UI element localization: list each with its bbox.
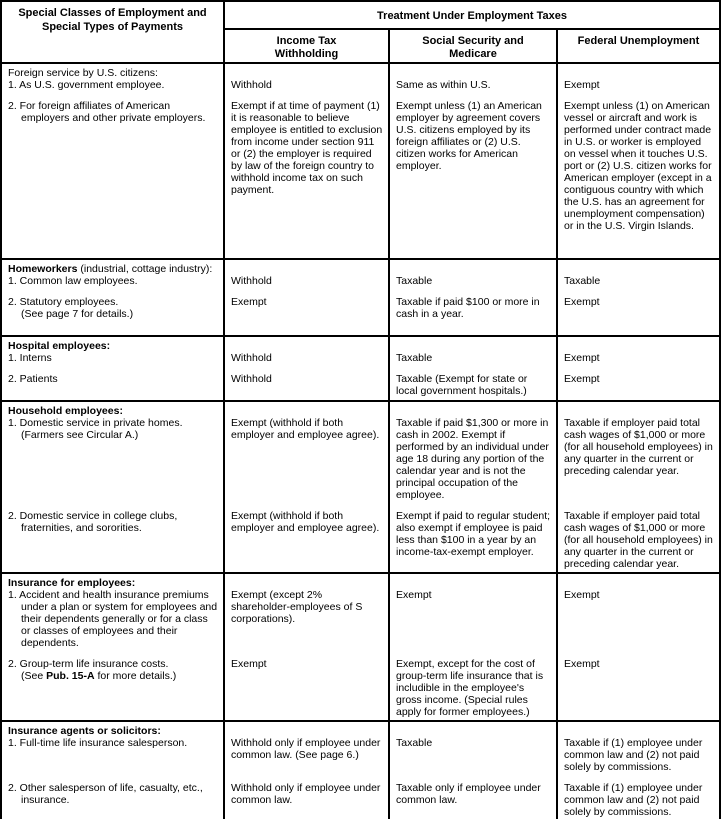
federal-unemployment-cell: Taxable	[558, 275, 719, 289]
employment-class-cell	[2, 775, 225, 819]
federal-unemployment-cell: Exempt	[558, 651, 719, 720]
social-security-medicare-cell: Same as within U.S.	[390, 79, 558, 93]
empty-cell	[225, 722, 390, 737]
social-security-medicare-cell: Exempt if paid to regular student; also exempt if employee is paid less than $100 in a year by an income-tax-exempt employer.	[390, 503, 558, 572]
employment-class-cell	[2, 503, 225, 572]
federal-unemployment-cell: Exempt	[558, 366, 719, 400]
section-title-cell	[2, 260, 225, 275]
income-tax-withholding-cell: Withhold	[225, 366, 390, 400]
employment-class-text: 1. Accident and health insurance premiums under a plan or system for employees and their dependents generally or for a class or classes of employees and their dependents.	[8, 589, 218, 649]
section-title: Hospital employees:	[8, 340, 111, 352]
section-title: Homeworkers (industrial, cottage industry):	[8, 263, 213, 275]
federal-unemployment-cell: Exempt	[558, 352, 719, 366]
header-special-classes: Special Classes of Employment and Special Types of Payments	[2, 2, 225, 62]
federal-unemployment-cell: Exempt	[558, 79, 719, 93]
employment-class-cell	[2, 651, 225, 720]
table-header	[2, 2, 719, 62]
empty-cell	[225, 337, 390, 352]
empty-cell	[390, 402, 558, 417]
section-title-cell	[2, 722, 225, 737]
social-security-medicare-cell: Taxable (Exempt for state or local government hospitals.)	[390, 366, 558, 400]
employment-class-text: 1. Interns	[8, 352, 52, 364]
empty-cell	[558, 260, 719, 275]
federal-unemployment-cell: Exempt unless (1) on American vessel or aircraft and work is performed under contract made in U.S. or worker is employed on vessel when it touches U.S. port or (2) U.S. citizen works for American employer (except in a contiguous country with which the U.S. has an agreement for unemployment compensation) or in the U.S. Virgin Islands.	[558, 93, 719, 258]
table-section	[2, 572, 719, 720]
employment-class-cell	[2, 289, 225, 335]
table-section	[2, 720, 719, 819]
column-header-social-security-medicare	[390, 30, 558, 62]
employment-class-cell	[2, 589, 225, 651]
employment-class-cell	[2, 275, 225, 289]
empty-cell	[390, 260, 558, 275]
column-header-federal-unemployment	[558, 30, 719, 62]
employment-class-cell	[2, 93, 225, 258]
table-section	[2, 258, 719, 335]
table-section	[2, 335, 719, 400]
section-title: Foreign service by U.S. citizens:	[8, 67, 158, 79]
employment-class-text: 2. Domestic service in college clubs, fraternities, and sororities.	[8, 510, 178, 534]
table-section	[2, 400, 719, 572]
empty-cell	[390, 337, 558, 352]
social-security-medicare-cell: Taxable if paid $1,300 or more in cash in 2002. Exempt if performed by an individual under age 18 during any portion of the calendar year and is not the principal occupation of the employee.	[390, 417, 558, 503]
column-header-federal-unemployment-label: Federal Unemployment	[577, 35, 700, 47]
income-tax-withholding-cell: Withhold	[225, 352, 390, 366]
section-title-cell	[2, 337, 225, 352]
empty-cell	[390, 64, 558, 79]
employment-class-text: 1. Domestic service in private homes. (Farmers see Circular A.)	[8, 417, 183, 441]
income-tax-withholding-cell: Exempt (withhold if both employer and employee agree).	[225, 503, 390, 572]
federal-unemployment-cell: Taxable if employer paid total cash wages of $1,000 or more (for all household employees) in any quarter in the current or preceding calendar year.	[558, 417, 719, 503]
income-tax-withholding-cell: Withhold only if employee under common law.	[225, 775, 390, 819]
empty-cell	[558, 64, 719, 79]
employment-class-cell	[2, 737, 225, 775]
table-body	[2, 62, 719, 819]
employment-class-text: 1. Full-time life insurance salesperson.	[8, 737, 188, 749]
social-security-medicare-cell: Taxable	[390, 352, 558, 366]
federal-unemployment-cell: Taxable if employer paid total cash wages of $1,000 or more (for all household employees) in any quarter in the current or preceding calendar year.	[558, 503, 719, 572]
income-tax-withholding-cell: Exempt	[225, 651, 390, 720]
section-title-cell	[2, 402, 225, 417]
employment-class-text: 2. Patients	[8, 373, 58, 385]
column-header-income-tax-withholding	[225, 30, 390, 62]
empty-cell	[225, 574, 390, 589]
section-title-cell	[2, 64, 225, 79]
section-title: Insurance agents or solicitors:	[8, 725, 161, 737]
empty-cell	[390, 722, 558, 737]
social-security-medicare-cell: Taxable only if employee under common law.	[390, 775, 558, 819]
section-title-cell	[2, 574, 225, 589]
empty-cell	[225, 64, 390, 79]
employment-class-text: 2. Group-term life insurance costs. (See Pub. 15-A for more details.)	[8, 658, 177, 682]
column-header-income-tax-withholding-label: Income Tax Withholding	[274, 35, 339, 60]
employment-class-cell	[2, 366, 225, 400]
social-security-medicare-cell: Taxable	[390, 737, 558, 775]
header-treatment-span: Treatment Under Employment Taxes	[225, 2, 719, 30]
federal-unemployment-cell: Taxable if (1) employee under common law and (2) not paid solely by commissions.	[558, 775, 719, 819]
social-security-medicare-cell: Taxable	[390, 275, 558, 289]
federal-unemployment-cell: Exempt	[558, 289, 719, 335]
column-header-social-security-medicare-label: Social Security and Medicare	[422, 35, 524, 60]
income-tax-withholding-cell: Withhold	[225, 275, 390, 289]
social-security-medicare-cell: Exempt, except for the cost of group-term life insurance that is includible in the employee's gross income. (Special rules apply for former employees.)	[390, 651, 558, 720]
employment-class-cell	[2, 79, 225, 93]
empty-cell	[558, 722, 719, 737]
income-tax-withholding-cell: Exempt (withhold if both employer and employee agree).	[225, 417, 390, 503]
federal-unemployment-cell: Exempt	[558, 589, 719, 651]
employment-class-cell	[2, 352, 225, 366]
employment-class-text: 2. Statutory employees. (See page 7 for details.)	[8, 296, 134, 320]
employment-class-text: 2. Other salesperson of life, casualty, etc., insurance.	[8, 782, 203, 806]
table-section	[2, 62, 719, 258]
empty-cell	[558, 337, 719, 352]
federal-unemployment-cell: Taxable if (1) employee under common law and (2) not paid solely by commissions.	[558, 737, 719, 775]
social-security-medicare-cell: Taxable if paid $100 or more in cash in a year.	[390, 289, 558, 335]
section-title: Insurance for employees:	[8, 577, 136, 589]
employment-class-text: 1. Common law employees.	[8, 275, 138, 287]
employment-class-text: 2. For foreign affiliates of American employers and other private employers.	[8, 100, 206, 124]
social-security-medicare-cell: Exempt unless (1) an American employer by agreement covers U.S. citizens employed by its foreign affiliates or (2) U.S. citizen works for American employer.	[390, 93, 558, 258]
empty-cell	[225, 402, 390, 417]
income-tax-withholding-cell: Exempt if at time of payment (1) it is reasonable to believe employee is entitled to exclusion from income under section 911 or (2) the employer is required by law of the foreign country to withhold income tax on such payment.	[225, 93, 390, 258]
employment-class-text: 1. As U.S. government employee.	[8, 79, 165, 91]
income-tax-withholding-cell: Exempt	[225, 289, 390, 335]
income-tax-withholding-cell: Withhold	[225, 79, 390, 93]
income-tax-withholding-cell: Exempt (except 2% shareholder-employees of S corporations).	[225, 589, 390, 651]
section-title: Household employees:	[8, 405, 123, 417]
empty-cell	[558, 574, 719, 589]
empty-cell	[390, 574, 558, 589]
social-security-medicare-cell: Exempt	[390, 589, 558, 651]
income-tax-withholding-cell: Withhold only if employee under common law. (See page 6.)	[225, 737, 390, 775]
employment-class-cell	[2, 417, 225, 503]
empty-cell	[225, 260, 390, 275]
empty-cell	[558, 402, 719, 417]
